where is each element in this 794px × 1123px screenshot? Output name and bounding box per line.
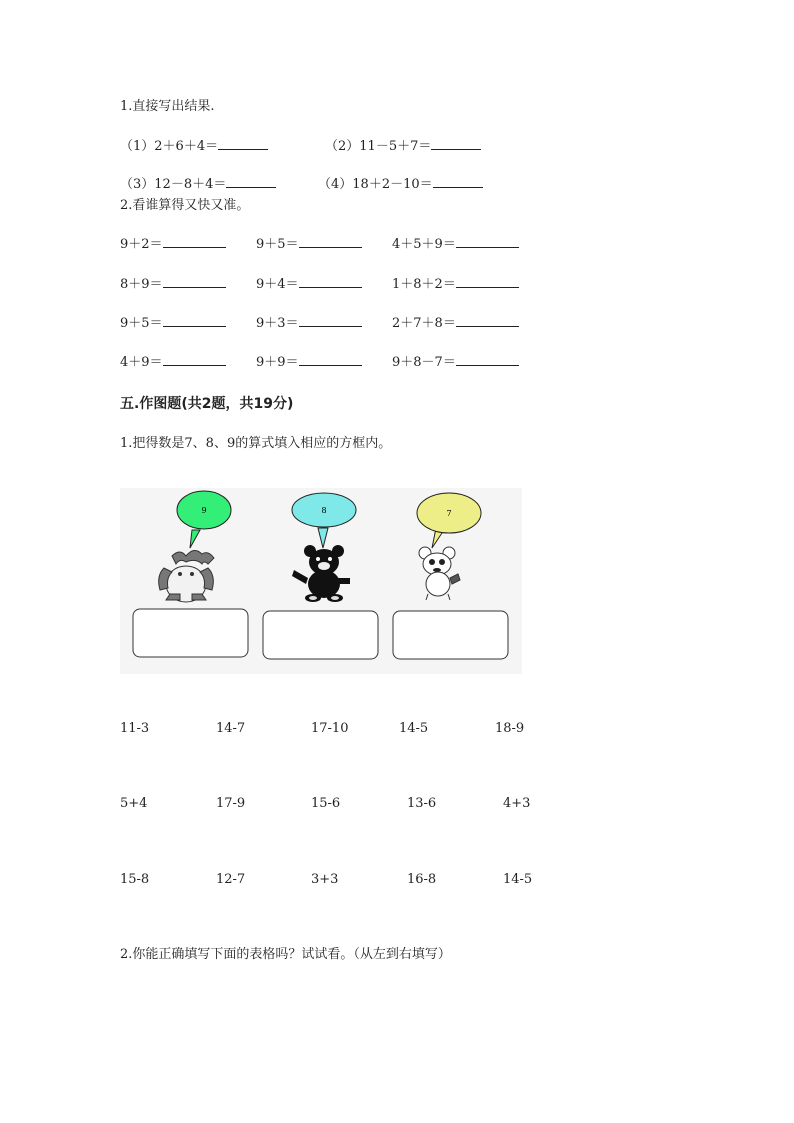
calc-item [256,278,362,291]
calc-item [392,356,519,369]
monster-illustration [159,550,214,602]
question-title: 1.直接写出结果. [120,99,215,114]
expression: 9＋4＝ [256,277,299,292]
answer-blank[interactable] [218,147,268,150]
calc-item [120,317,226,330]
calc-item [256,356,362,369]
calc-item [120,278,226,291]
calc-item [120,356,226,369]
expression: （2）11－5＋7＝ [325,139,432,154]
calc-item [256,317,362,330]
bubble-label: 8 [321,506,327,515]
expression-card[interactable]: 12-7 [216,872,246,887]
expression-card[interactable]: 17-10 [311,721,349,736]
answer-box-seven[interactable] [393,611,508,659]
answer-blank[interactable] [456,285,519,288]
expression-card[interactable]: 14-7 [216,721,246,736]
question-title: 2.你能正确填写下面的表格吗？试试看。（从左到右填写） [120,947,451,962]
arithmetic-item [120,140,268,153]
speech-bubble [177,491,231,548]
answer-box-eight[interactable] [263,611,378,659]
expression: 9＋3＝ [256,316,299,331]
expression-card[interactable]: 13-6 [407,796,437,811]
answer-blank[interactable] [299,285,362,288]
answer-blank[interactable] [163,245,226,248]
bear-illustration [292,545,350,602]
arithmetic-item [120,178,276,191]
expression: （3）12－8＋4＝ [120,177,227,192]
expression-card[interactable]: 4+3 [503,796,531,811]
expression: 8＋9＝ [120,277,163,292]
answer-blank[interactable] [456,245,519,248]
answer-blank[interactable] [431,147,481,150]
mouse-illustration [419,547,460,600]
expression-card[interactable]: 11-3 [120,721,150,736]
expression: 9＋2＝ [120,237,163,252]
expression: 9＋8－7＝ [392,355,456,370]
speech-bubble [417,493,481,548]
expression: 9＋5＝ [256,237,299,252]
expression: 1＋8＋2＝ [392,277,456,292]
answer-blank[interactable] [226,185,276,188]
section-heading: 五.作图题(共2题，共19分) [120,396,294,412]
bubble-tail [190,530,200,548]
answer-box-nine[interactable] [133,609,248,657]
expression-card[interactable]: 17-9 [216,796,246,811]
answer-blank[interactable] [299,245,362,248]
answer-blank[interactable] [456,324,519,327]
question-title: 2.看谁算得又快又准。 [120,198,250,213]
arithmetic-item [318,178,483,191]
answer-blank[interactable] [299,324,362,327]
question-title: 1.把得数是7、8、9的算式填入相应的方框内。 [120,436,392,451]
answer-blank[interactable] [163,285,226,288]
expression-card[interactable]: 18-9 [495,721,525,736]
calc-item [256,238,362,251]
expression: 4＋5＋9＝ [392,237,456,252]
expression: 9＋9＝ [256,355,299,370]
bubble-label: 7 [446,509,452,518]
expression: （4）18＋2－10＝ [318,177,433,192]
expression: 2＋7＋8＝ [392,316,456,331]
expression: 9＋5＝ [120,316,163,331]
calc-item [120,238,226,251]
expression-card[interactable]: 14-5 [503,872,533,887]
calc-item [392,278,519,291]
answer-blank[interactable] [299,363,362,366]
answer-blank[interactable] [456,363,519,366]
expression-card[interactable]: 3+3 [311,872,339,887]
answer-blank[interactable] [163,324,226,327]
answer-blank[interactable] [433,185,483,188]
expression-card[interactable]: 16-8 [407,872,437,887]
speech-bubble [292,493,356,548]
calc-item [392,317,519,330]
expression-card[interactable]: 15-8 [120,872,150,887]
bubble-label: 9 [201,506,207,515]
animals-figure [120,488,522,674]
arithmetic-item [325,140,481,153]
expression-card[interactable]: 14-5 [399,721,429,736]
bubble-tail [318,528,328,548]
expression: 4＋9＝ [120,355,163,370]
answer-blank[interactable] [163,363,226,366]
expression-card[interactable]: 15-6 [311,796,341,811]
calc-item [392,238,519,251]
expression-card[interactable]: 5+4 [120,796,148,811]
expression: （1）2＋6＋4＝ [120,139,219,154]
